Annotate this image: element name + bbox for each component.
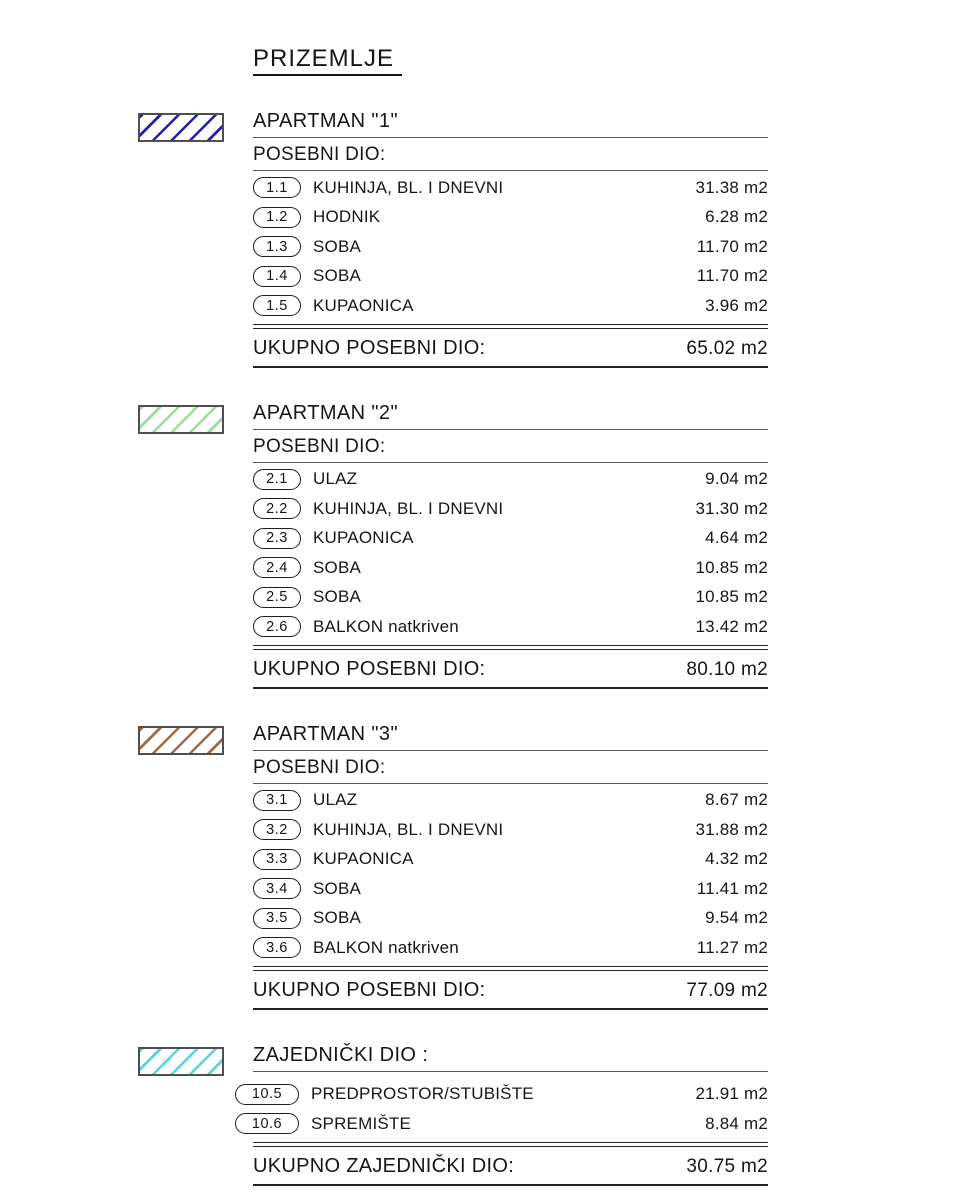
apartman-2-hatch-swatch-icon <box>138 405 224 434</box>
room-label: SOBA <box>313 587 362 607</box>
section-title-apartman-1: APARTMAN "1" <box>253 110 768 138</box>
room-label: ULAZ <box>313 469 358 489</box>
room-area-value: 9.54 m2 <box>705 908 768 928</box>
total-label: UKUPNO POSEBNI DIO: <box>253 657 486 680</box>
room-area-value: 21.91 m2 <box>695 1084 768 1104</box>
rows-apartman-2 <box>253 463 768 642</box>
room-area-value: 11.41 m2 <box>696 878 768 898</box>
room-label: KUPAONICA <box>313 528 414 548</box>
area-row-3.3 <box>253 845 768 875</box>
room-number-badge-2.2: 2.2 <box>253 498 301 519</box>
section-zajednicki-dio <box>253 1044 768 1186</box>
area-row-2.3 <box>253 524 768 554</box>
area-row-2.6 <box>253 612 768 642</box>
sections-container <box>253 110 768 1186</box>
room-number-badge-10.6: 10.6 <box>235 1113 299 1134</box>
room-label: KUHINJA, BL. I DNEVNI <box>313 177 504 197</box>
room-label: KUHINJA, BL. I DNEVNI <box>313 819 504 839</box>
room-area-value: 31.38 m2 <box>695 177 768 197</box>
room-label: BALKON natkriven <box>313 616 459 636</box>
room-number-badge-1.4: 1.4 <box>253 266 301 287</box>
total-row-apartman-3 <box>253 971 768 1010</box>
total-value: 30.75 m2 <box>686 1155 768 1177</box>
area-row-3.5 <box>253 904 768 934</box>
section-subtitle-apartman-2: POSEBNI DIO: <box>253 430 768 463</box>
total-row-apartman-2 <box>253 650 768 689</box>
total-label: UKUPNO POSEBNI DIO: <box>253 978 486 1001</box>
section-apartman-3 <box>253 723 768 1010</box>
area-row-10.5 <box>253 1080 768 1110</box>
area-row-2.4 <box>253 553 768 583</box>
room-label: HODNIK <box>313 207 381 227</box>
room-label: KUHINJA, BL. I DNEVNI <box>313 498 504 518</box>
total-value: 77.09 m2 <box>686 979 768 1001</box>
room-number-badge-2.3: 2.3 <box>253 528 301 549</box>
room-area-value: 11.27 m2 <box>696 937 768 957</box>
total-value: 65.02 m2 <box>686 337 768 359</box>
room-number-badge-3.6: 3.6 <box>253 937 301 958</box>
room-label: ULAZ <box>313 790 358 810</box>
section-title-apartman-2: APARTMAN "2" <box>253 402 768 430</box>
room-number-badge-3.4: 3.4 <box>253 878 301 899</box>
room-number-badge-1.5: 1.5 <box>253 295 301 316</box>
room-number-badge-10.5: 10.5 <box>235 1084 299 1105</box>
zajednicki-dio-hatch-swatch-icon <box>138 1047 224 1076</box>
room-area-value: 6.28 m2 <box>705 207 768 227</box>
area-row-1.1 <box>253 173 768 203</box>
room-area-value: 11.70 m2 <box>696 266 768 286</box>
room-area-value: 8.67 m2 <box>705 790 768 810</box>
total-label: UKUPNO POSEBNI DIO: <box>253 336 486 359</box>
area-row-3.1 <box>253 786 768 816</box>
room-area-value: 11.70 m2 <box>696 236 768 256</box>
room-area-value: 31.88 m2 <box>695 819 768 839</box>
room-label: SOBA <box>313 878 362 898</box>
room-label: BALKON natkriven <box>313 937 459 957</box>
room-number-badge-1.2: 1.2 <box>253 207 301 228</box>
area-row-3.2 <box>253 815 768 845</box>
room-label: SOBA <box>313 236 362 256</box>
area-row-3.4 <box>253 874 768 904</box>
section-title-zajednicki-dio: ZAJEDNIČKI DIO : <box>253 1044 768 1072</box>
apartman-3-hatch-swatch-icon <box>138 726 224 755</box>
room-area-value: 10.85 m2 <box>695 557 768 577</box>
rows-apartman-3 <box>253 784 768 963</box>
section-subtitle-apartman-3: POSEBNI DIO: <box>253 751 768 784</box>
area-row-1.2 <box>253 203 768 233</box>
room-area-value: 13.42 m2 <box>695 616 768 636</box>
total-value: 80.10 m2 <box>686 658 768 680</box>
total-row-zajednicki-dio <box>253 1147 768 1186</box>
room-label: SOBA <box>313 266 362 286</box>
apartman-1-hatch-swatch-icon <box>138 113 224 142</box>
room-label: KUPAONICA <box>313 295 414 315</box>
room-area-value: 10.85 m2 <box>695 587 768 607</box>
area-row-1.4 <box>253 262 768 292</box>
room-number-badge-3.2: 3.2 <box>253 819 301 840</box>
area-row-3.6 <box>253 933 768 963</box>
room-label: SOBA <box>313 557 362 577</box>
room-area-value: 31.30 m2 <box>695 498 768 518</box>
room-label: PREDPROSTOR/STUBIŠTE <box>311 1084 534 1104</box>
area-row-2.2 <box>253 494 768 524</box>
section-apartman-1 <box>253 110 768 368</box>
room-area-value: 3.96 m2 <box>705 295 768 315</box>
room-area-value: 4.64 m2 <box>705 528 768 548</box>
room-number-badge-2.4: 2.4 <box>253 557 301 578</box>
room-label: SPREMIŠTE <box>311 1113 412 1133</box>
total-label: UKUPNO ZAJEDNIČKI DIO: <box>253 1154 515 1177</box>
rows-apartman-1 <box>253 171 768 321</box>
room-area-value: 9.04 m2 <box>705 469 768 489</box>
room-number-badge-1.1: 1.1 <box>253 177 301 198</box>
area-row-10.6 <box>253 1109 768 1139</box>
room-area-value: 4.32 m2 <box>705 849 768 869</box>
area-row-1.5 <box>253 291 768 321</box>
rows-zajednicki-dio <box>253 1078 768 1139</box>
area-row-1.3 <box>253 232 768 262</box>
room-number-badge-1.3: 1.3 <box>253 236 301 257</box>
room-label: KUPAONICA <box>313 849 414 869</box>
page-title: PRIZEMLJE <box>253 44 402 76</box>
area-row-2.5 <box>253 583 768 613</box>
room-number-badge-2.6: 2.6 <box>253 616 301 637</box>
room-number-badge-3.5: 3.5 <box>253 908 301 929</box>
area-row-2.1 <box>253 465 768 495</box>
section-subtitle-apartman-1: POSEBNI DIO: <box>253 138 768 171</box>
room-number-badge-2.5: 2.5 <box>253 587 301 608</box>
room-area-value: 8.84 m2 <box>705 1113 768 1133</box>
total-row-apartman-1 <box>253 329 768 368</box>
area-schedule <box>253 44 768 1186</box>
room-number-badge-2.1: 2.1 <box>253 469 301 490</box>
room-number-badge-3.1: 3.1 <box>253 790 301 811</box>
room-number-badge-3.3: 3.3 <box>253 849 301 870</box>
section-apartman-2 <box>253 402 768 689</box>
room-label: SOBA <box>313 908 362 928</box>
section-title-apartman-3: APARTMAN "3" <box>253 723 768 751</box>
